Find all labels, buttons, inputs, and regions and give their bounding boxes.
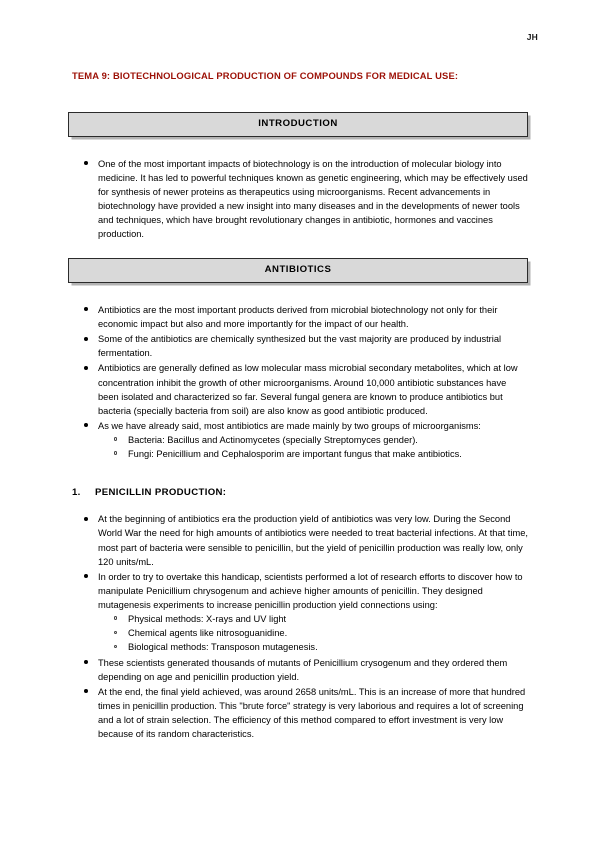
list-item xyxy=(68,332,528,360)
introduction-bullet-list xyxy=(68,157,528,242)
list-item-text: In order to try to overtake this handicap, scientists performed a lot of research efforts to discover how to manipulate Penicillium chrysogenum and achieve higher amounts of penicillin. They designed mutagenesis experiments to increase penicillin production yield connections using: xyxy=(98,571,523,611)
spacer xyxy=(68,242,528,258)
list-item xyxy=(68,303,528,331)
numbered-heading-number: 1. xyxy=(72,487,81,499)
sub-list-item-text: Chemical agents like nitrosoguanidine. xyxy=(128,628,288,639)
list-item-text: Antibiotics are generally defined as low molecular mass microbial secondary metabolites, which at low concentration inhibit the growth of other microorganisms. Around 10,000 antibiotic substances have been isolated and characterized so far. Several fungal genera are known to produce antibiotics but bacteria (specially bacteria from soil) are also know as good antibiotic produced. xyxy=(98,363,518,416)
bullet-circle-icon xyxy=(114,645,117,648)
list-item xyxy=(68,570,528,655)
bullet-dot-icon xyxy=(84,689,88,693)
antibiotics-bullet-list xyxy=(68,303,528,461)
antibiotics-sub-bullet-list xyxy=(98,433,528,461)
bullet-dot-icon xyxy=(84,366,88,370)
bullet-dot-icon xyxy=(84,660,88,664)
list-item-text: One of the most important impacts of biotechnology is on the introduction of molecular biology into medicine. It has led to powerful techniques known as genetic engineering, which may be effectively used for synthesis of newer proteins as therapeutics using microorganisms. Recent advancements in biotechnology have provided a new insight into many diseases and in the developments of newer tools and techniques, which have brought revolutionary changes in antibiotic, hormones and vaccines production. xyxy=(98,158,528,240)
section-header-introduction-label: INTRODUCTION xyxy=(258,118,338,129)
list-item-text: At the end, the final yield achieved, was around 2658 units/mL. This is an increase of more that hundred times in penicillin production. This "brute force" strategy is very laborious and requires a lot of screening and a lot of strain selection. The efficiency of this method compared to effort investment is very low because of its random characteristics. xyxy=(98,686,526,740)
list-item xyxy=(68,419,528,461)
penicillin-sub-bullet-list xyxy=(98,612,528,654)
list-item-text: Some of the antibiotics are chemically synthesized but the vast majority are produced by industrial fermentation. xyxy=(98,334,502,359)
sub-list-item-text: Biological methods: Transposon mutagenesis. xyxy=(128,642,318,653)
bullet-circle-icon xyxy=(114,616,117,619)
bullet-dot-icon xyxy=(84,423,88,427)
list-item xyxy=(68,685,528,742)
list-item xyxy=(68,656,528,684)
list-item-text: These scientists generated thousands of mutants of Penicillium crysogenum and they ordered them depending on age and penicillin production yield. xyxy=(98,657,508,682)
sub-list-item xyxy=(98,612,528,626)
section-header-antibiotics xyxy=(68,258,528,283)
bullet-circle-icon xyxy=(114,451,117,454)
section-header-antibiotics-label: ANTIBIOTICS xyxy=(264,264,332,276)
sub-list-item-text: Bacteria: Bacillus and Actinomycetes (specially Streptomyces gender). xyxy=(128,435,418,446)
penicillin-bullet-list xyxy=(68,512,528,741)
numbered-heading-label: PENICILLIN PRODUCTION: xyxy=(95,487,227,499)
list-item-text: As we have already said, most antibiotics are made mainly by two groups of microorganisms: xyxy=(98,420,481,431)
list-item xyxy=(68,361,528,418)
list-item-text: Antibiotics are the most important products derived from microbial biotechnology not only for their economic impact but also and more importantly for the impact of our health. xyxy=(98,304,498,330)
sub-list-item xyxy=(98,626,528,640)
list-item xyxy=(68,512,528,569)
section-header-introduction xyxy=(68,112,528,137)
bullet-dot-icon xyxy=(84,161,88,165)
bullet-circle-icon xyxy=(114,631,117,634)
document-title: TEMA 9: BIOTECHNOLOGICAL PRODUCTION OF COMPOUNDS FOR MEDICAL USE: xyxy=(72,70,459,81)
bullet-dot-icon xyxy=(84,307,88,311)
sub-list-item-text: Fungi: Penicillium and Cephalosporim are important fungus that make antibiotics. xyxy=(128,449,462,460)
document-body xyxy=(68,112,528,742)
list-item-text: At the beginning of antibiotics era the production yield of antibiotics was very low. During the Second World War the need for high amounts of antibiotics were needed to treat bacterial infections. At that time, most part of bacteria were sensible to penicillin, but the yield of penicillin production was really low, only 120 units/mL. xyxy=(98,514,528,567)
header-initials: JH xyxy=(526,32,538,42)
bullet-dot-icon xyxy=(84,517,88,521)
sub-list-item xyxy=(98,447,528,461)
numbered-heading-penicillin-production xyxy=(72,487,528,498)
sub-list-item xyxy=(98,433,528,447)
bullet-dot-icon xyxy=(84,337,88,341)
list-item xyxy=(68,157,528,242)
bullet-circle-icon xyxy=(114,437,117,440)
sub-list-item-text: Physical methods: X-rays and UV light xyxy=(128,614,287,625)
bullet-dot-icon xyxy=(84,574,88,578)
sub-list-item xyxy=(98,640,528,654)
